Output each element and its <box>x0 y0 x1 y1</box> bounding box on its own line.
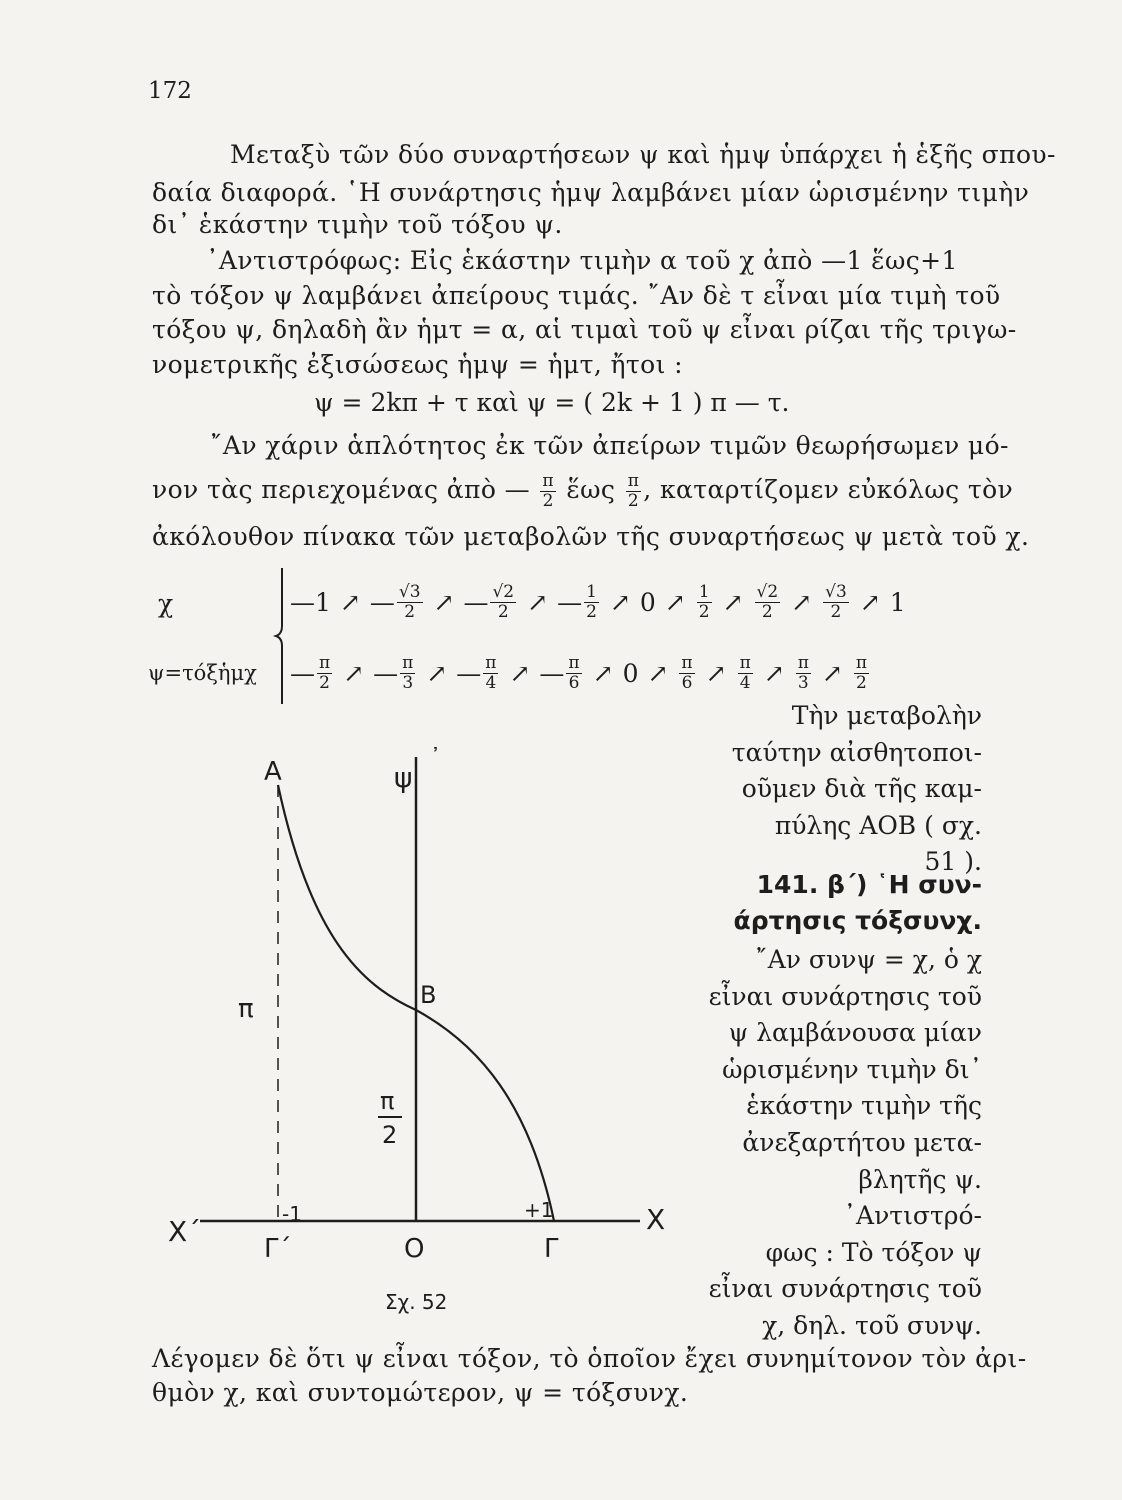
section-heading-line-1 <box>757 870 982 899</box>
x-number: 1 <box>315 587 331 617</box>
y-value <box>539 654 583 693</box>
y-value <box>623 659 639 688</box>
x-value <box>463 583 518 622</box>
fraction-minus-pi-over-2: $\frac{\pi}{2}$ <box>542 471 554 511</box>
y-fraction: $\frac{\pi}{6}$ <box>568 652 580 693</box>
x-sign: — <box>463 587 489 617</box>
y-value <box>373 654 417 693</box>
paragraph-3-line-2-before: νον τὰς περιεχομένας ἀπὸ — <box>152 475 531 504</box>
x-value <box>290 588 331 617</box>
x-value <box>557 583 601 622</box>
label-X: Χ <box>646 1203 666 1236</box>
y-sign: — <box>373 658 399 688</box>
arrow-icon: ↗ <box>763 658 785 688</box>
y-sign: — <box>539 658 565 688</box>
side-text-line: βλητῆς ψ. <box>858 1164 982 1194</box>
x-fraction: $\frac{√3}{2}$ <box>825 581 847 622</box>
side-text-line: εἶναι συνάρτησις τοῦ <box>708 1274 982 1304</box>
y-fraction: $\frac{\pi}{3}$ <box>797 652 809 693</box>
side-text-line: ῎Αν συνψ = χ, ὁ χ <box>755 945 982 974</box>
arrow-icon: ↗ <box>664 587 686 617</box>
label-minus-one: -1 <box>282 1202 302 1226</box>
section-number: 141. β΄) <box>756 870 868 899</box>
label-A: Α <box>264 757 282 787</box>
y-value <box>794 654 813 693</box>
arrow-icon: ↗ <box>791 587 813 617</box>
side-text-2 <box>709 942 982 1345</box>
section-title-part-1: ῾Η συν- <box>876 870 982 899</box>
side-text-line: ᾽Αντιστρό- <box>843 1201 982 1231</box>
label-O: Ο <box>404 1234 425 1264</box>
y-fraction: $\frac{\pi}{4}$ <box>739 652 751 693</box>
paragraph-1-line-1: Μεταξὺ τῶν δύο συναρτήσεων ψ καὶ ἡμψ ὑπάρχει ἡ ἑξῆς σπου- <box>230 140 1056 169</box>
y-fraction: $\frac{\pi}{3}$ <box>402 652 414 693</box>
arrow-icon: ↗ <box>705 658 727 688</box>
arrow-icon: ↗ <box>722 587 744 617</box>
x-fraction: $\frac{√2}{2}$ <box>492 581 515 622</box>
x-value <box>695 583 714 622</box>
arrow-icon: ↗ <box>592 658 614 688</box>
arrow-icon: ↗ <box>859 587 881 617</box>
table-y-row <box>290 643 871 703</box>
paragraph-2-line-2: τὸ τόξον ψ λαμβάνει ἀπείρους τιμάς. ῎Αν δὲ τ εἶναι μία τιμὴ τοῦ <box>152 281 1001 310</box>
label-pi-half-num: π <box>380 1087 395 1115</box>
y-fraction: $\frac{\pi}{2}$ <box>855 652 868 693</box>
figure-52 <box>160 745 700 1315</box>
bottom-text-line-2: θμὸν χ, καὶ συντομώτερον, ψ = τόξσυνχ. <box>152 1378 689 1407</box>
paragraph-3-line-1: ῎Αν χάριν ἁπλότητος ἐκ τῶν ἀπείρων τιμῶν θεωρήσωμεν μό- <box>210 431 1009 460</box>
y-value <box>290 654 334 693</box>
side-text-line: οῦμεν διὰ τῆς καμ- <box>741 774 982 803</box>
x-value <box>821 583 851 622</box>
section-heading-line-2: άρτησις τόξσυνχ. <box>733 906 982 935</box>
y-fraction: $\frac{\pi}{4}$ <box>485 652 497 693</box>
x-number: 0 <box>639 587 656 617</box>
label-X-prime: Χ΄ <box>168 1215 202 1248</box>
side-text-line: φως : Τὸ τόξον ψ <box>765 1237 982 1267</box>
arrow-icon: ↗ <box>339 587 361 617</box>
paragraph-1-line-2: δαία διαφορά. ῾Η συνάρτησις ἡμψ λαμβάνει μίαν ὡρισμένην τιμὴν <box>152 178 1030 207</box>
arrow-icon: ↗ <box>343 658 365 688</box>
x-value <box>753 583 783 622</box>
label-pi-half-den: 2 <box>382 1121 398 1149</box>
paragraph-2-line-3: τόξου ψ, δηλαδὴ ἂν ἡμτ = α, αἱ τιμαὶ τοῦ ψ εἶναι ρίζαι τῆς τριγω- <box>152 315 1017 344</box>
side-text-line: πύλης ΑΟΒ ( σχ. <box>774 810 982 840</box>
x-fraction: $\frac{1}{2}$ <box>698 581 710 622</box>
x-number: 1 <box>889 587 906 617</box>
arrow-icon: ↗ <box>426 658 448 688</box>
paragraph-3-line-3: ἀκόλουθον πίνακα τῶν μεταβολῶν τῆς συναρτήσεως ψ μετὰ τοῦ χ. <box>152 522 1030 551</box>
y-value <box>677 654 696 693</box>
y-value <box>852 654 871 693</box>
side-text-line: ἀνεξαρτήτου μετα- <box>742 1127 982 1157</box>
arrow-icon: ↗ <box>609 587 631 617</box>
formula: ψ = 2kπ + τ καὶ ψ = ( 2k + 1 ) π — τ. <box>314 388 790 417</box>
side-text-line: ψ λαμβάνουσα μίαν <box>728 1018 982 1048</box>
x-value <box>890 588 906 617</box>
label-B: Β <box>420 981 437 1009</box>
x-sign: — <box>290 587 315 617</box>
label-pi: π <box>238 994 254 1024</box>
arrow-icon: ↗ <box>509 658 531 688</box>
figure-caption: Σχ. 52 <box>385 1290 448 1314</box>
paragraph-2-line-1: ᾽Αντιστρόφως: Εἰς ἑκάστην τιμὴν α τοῦ χ ἀπὸ —1 ἕως+1 <box>206 246 958 275</box>
y-value <box>456 654 500 693</box>
paragraph-3-line-2-after: , καταρτίζομεν εὐκόλως τὸν <box>643 475 1014 504</box>
y-fraction: $\frac{\pi}{2}$ <box>319 652 331 693</box>
x-value <box>370 583 425 622</box>
fraction-pi-over-2: $\frac{\pi}{2}$ <box>627 471 640 511</box>
x-value <box>640 588 656 617</box>
table-y-label: ψ=τόξἡμχ <box>148 661 257 685</box>
side-text-line: ὡρισμένην τιμὴν δι᾽ <box>722 1054 982 1084</box>
table-x-label: χ <box>158 589 174 618</box>
x-sign: — <box>369 587 395 617</box>
y-sign: — <box>290 658 315 688</box>
arrow-icon: ↗ <box>647 658 669 688</box>
table-x-row <box>290 572 906 632</box>
label-plus-one: +1 <box>524 1198 554 1222</box>
label-G: Γ <box>544 1234 559 1264</box>
x-sign: — <box>557 587 583 617</box>
side-text-line: Τὴν μεταβολὴν <box>791 701 982 730</box>
side-text-line: εἶναι συνάρτησις τοῦ <box>708 981 982 1011</box>
x-fraction: $\frac{√2}{2}$ <box>756 581 779 622</box>
label-G-prime: Γ΄ <box>264 1234 292 1264</box>
y-sign: — <box>456 658 482 688</box>
y-value <box>736 654 755 693</box>
side-text-line: ἑκάστην τιμὴν τῆς <box>746 1091 982 1121</box>
arrow-icon: ↗ <box>527 587 549 617</box>
table-brace <box>268 566 290 706</box>
x-fraction: $\frac{√3}{2}$ <box>398 581 421 622</box>
label-psi-prime: ᾽ <box>430 746 441 771</box>
arrow-icon: ↗ <box>433 587 455 617</box>
y-number: 0 <box>622 658 639 688</box>
paragraph-2-line-4: νομετρικῆς ἐξισώσεως ἡμψ = ἡμτ, ἤτοι : <box>152 350 683 379</box>
paragraph-3-line-2-middle: ἕως <box>566 475 616 504</box>
bottom-text-line-1: Λέγομεν δὲ ὅτι ψ εἶναι τόξον, τὸ ὁποῖον ἔχει συνημίτονον τὸν ἀρι- <box>152 1344 1027 1373</box>
arrow-icon: ↗ <box>821 658 843 688</box>
side-text-line: 51 ). <box>924 847 982 876</box>
side-text-line: χ, δηλ. τοῦ συνψ. <box>762 1310 982 1340</box>
paragraph-3-line-2 <box>152 472 1013 511</box>
side-text-line: ταύτην αἰσθητοποι- <box>731 737 982 767</box>
label-psi: ψ <box>394 761 413 794</box>
side-text-1 <box>732 698 982 881</box>
page-number: 172 <box>148 78 192 104</box>
y-fraction: $\frac{\pi}{6}$ <box>681 652 693 693</box>
x-fraction: $\frac{1}{2}$ <box>586 581 597 622</box>
paragraph-1-line-3: δι᾽ ἑκάστην τιμὴν τοῦ τόξου ψ. <box>152 210 563 239</box>
